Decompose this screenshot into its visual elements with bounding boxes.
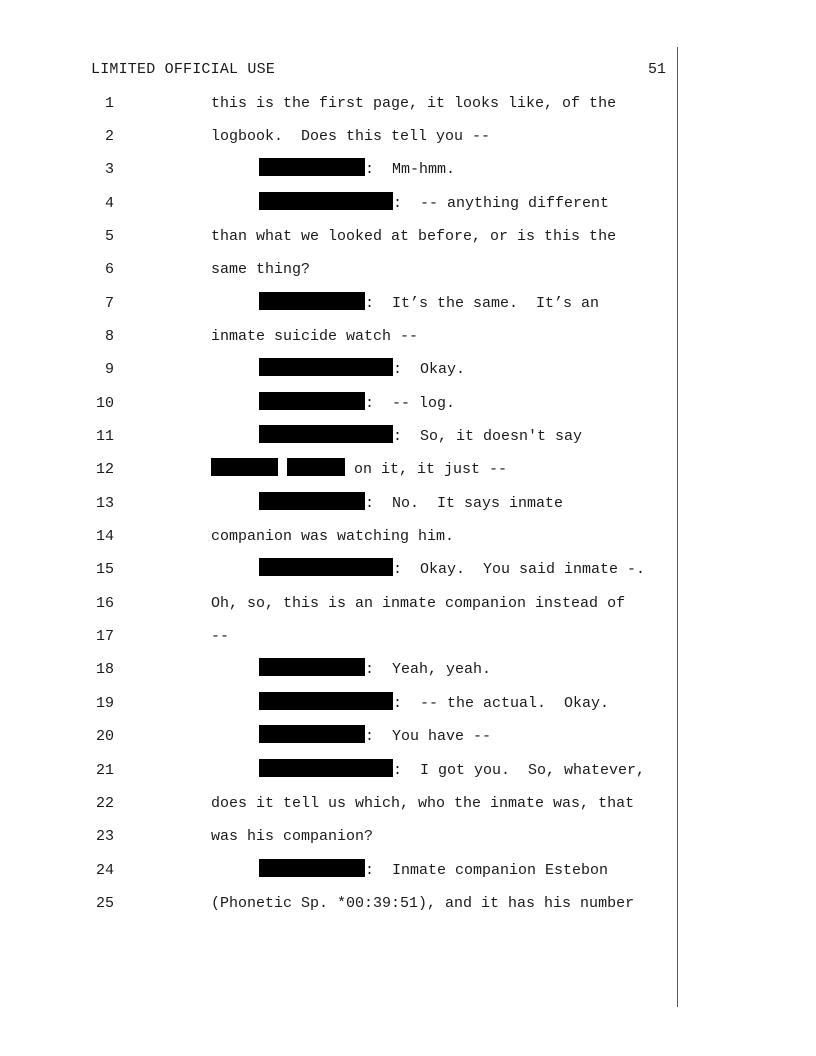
transcript-line (0, 759, 816, 783)
line-text-container (259, 692, 609, 716)
line-number: 3 (104, 161, 114, 179)
line-text: : No. It says inmate (365, 494, 564, 512)
speaker-redaction (259, 425, 393, 443)
line-text-container (259, 158, 455, 182)
transcript-line (0, 225, 816, 249)
line-text: this is the first page, it looks like, of the (211, 94, 617, 112)
redaction-block (211, 458, 278, 476)
transcript-line (0, 458, 816, 482)
line-text-container (259, 759, 645, 783)
line-text: : I got you. So, whatever, (393, 761, 646, 779)
line-text: : It’s the same. It’s an (365, 294, 600, 312)
line-text: inmate suicide watch -- (211, 327, 419, 345)
line-text: Oh, so, this is an inmate companion instead of (211, 594, 626, 612)
transcript-line (0, 825, 816, 849)
line-text: : Inmate companion Estebon (365, 861, 609, 879)
transcript-line (0, 892, 816, 916)
line-number: 15 (95, 561, 114, 579)
line-text-container (211, 125, 490, 149)
speaker-redaction (259, 358, 393, 376)
line-number: 23 (95, 828, 114, 846)
transcript-line (0, 725, 816, 749)
line-text-container (259, 358, 465, 382)
line-text: : -- log. (365, 394, 456, 412)
speaker-redaction (259, 692, 393, 710)
line-text-container (211, 325, 418, 349)
speaker-redaction (259, 392, 365, 410)
speaker-redaction (259, 192, 393, 210)
line-text-container (211, 792, 634, 816)
transcript-line (0, 658, 816, 682)
line-text: does it tell us which, who the inmate was, that (211, 794, 635, 812)
transcript-line (0, 525, 816, 549)
line-text-container (259, 859, 608, 883)
line-text: was his companion? (211, 828, 374, 846)
line-text-container (259, 492, 563, 516)
line-text: : Yeah, yeah. (365, 661, 492, 679)
line-text: : So, it doesn't say (393, 428, 583, 445)
line-number: 9 (104, 361, 114, 379)
line-text: -- (211, 628, 230, 646)
line-text: than what we looked at before, or is this the (211, 227, 617, 245)
line-text-container (259, 392, 455, 416)
line-text: : You have -- (365, 728, 492, 746)
transcript-line (0, 258, 816, 282)
line-text: : Mm-hmm. (365, 161, 456, 179)
line-text-container (211, 892, 634, 916)
line-text: companion was watching him. (211, 528, 455, 546)
speaker-redaction (259, 492, 365, 510)
line-number: 13 (95, 494, 114, 512)
line-number: 20 (95, 728, 114, 746)
line-text-container (211, 625, 229, 649)
transcript-line (0, 592, 816, 616)
transcript-line (0, 292, 816, 316)
line-number: 6 (104, 261, 114, 279)
line-text: : -- the actual. Okay. (393, 694, 610, 712)
transcript-line (0, 558, 816, 582)
line-number: 16 (95, 594, 114, 612)
line-number: 10 (95, 394, 114, 412)
line-number: 18 (95, 661, 114, 679)
line-text: logbook. Does this tell you -- (211, 127, 491, 145)
line-number: 7 (104, 294, 114, 312)
line-number: 8 (104, 327, 114, 345)
line-number: 2 (104, 127, 114, 145)
line-text-container (259, 725, 491, 749)
line-number: 21 (95, 761, 114, 779)
line-number: 11 (95, 428, 114, 445)
line-text: : -- anything different (393, 194, 610, 212)
line-text: on it, it just -- (345, 461, 508, 479)
line-text-container (259, 292, 599, 316)
transcript-line (0, 625, 816, 649)
line-text-container (259, 425, 582, 449)
line-text-container (211, 525, 454, 549)
line-text-container (211, 258, 310, 282)
speaker-redaction (259, 158, 365, 176)
speaker-redaction (259, 759, 393, 777)
line-number: 5 (104, 227, 114, 245)
speaker-redaction (259, 859, 365, 877)
line-text: same thing? (211, 261, 311, 279)
line-text-container (211, 825, 373, 849)
transcript-line (0, 158, 816, 182)
page-number: 51 (647, 61, 666, 78)
transcript-line (0, 792, 816, 816)
line-text-container (259, 192, 609, 216)
redaction-block (287, 458, 345, 476)
transcript-line (0, 192, 816, 216)
transcript-line (0, 425, 816, 449)
transcript-line (0, 692, 816, 716)
line-number: 19 (95, 694, 114, 712)
line-number: 14 (95, 528, 114, 546)
line-text-container (211, 592, 625, 616)
line-text-container (211, 92, 616, 116)
speaker-redaction (259, 292, 365, 310)
line-number: 1 (104, 94, 114, 112)
transcript-line (0, 92, 816, 116)
line-text-container (211, 458, 507, 482)
transcript-line (0, 492, 816, 516)
classification-header: LIMITED OFFICIAL USE (91, 61, 276, 78)
line-number: 25 (95, 894, 114, 912)
line-text: (Phonetic Sp. *00:39:51), and it has his number (211, 894, 635, 912)
line-text: : Okay. (393, 361, 466, 379)
line-number: 4 (104, 194, 114, 212)
transcript-line (0, 325, 816, 349)
transcript-line (0, 358, 816, 382)
line-text-container (211, 225, 616, 249)
line-number: 24 (95, 861, 114, 879)
line-text-container (259, 658, 491, 682)
transcript-line (0, 392, 816, 416)
speaker-redaction (259, 725, 365, 743)
line-text: : Okay. You said inmate -. (393, 561, 646, 579)
speaker-redaction (259, 658, 365, 676)
line-number: 17 (95, 628, 114, 646)
transcript-line (0, 859, 816, 883)
line-number: 12 (95, 461, 114, 479)
speaker-redaction (259, 558, 393, 576)
transcript-line (0, 125, 816, 149)
line-text-container (259, 558, 645, 582)
line-number: 22 (95, 794, 114, 812)
